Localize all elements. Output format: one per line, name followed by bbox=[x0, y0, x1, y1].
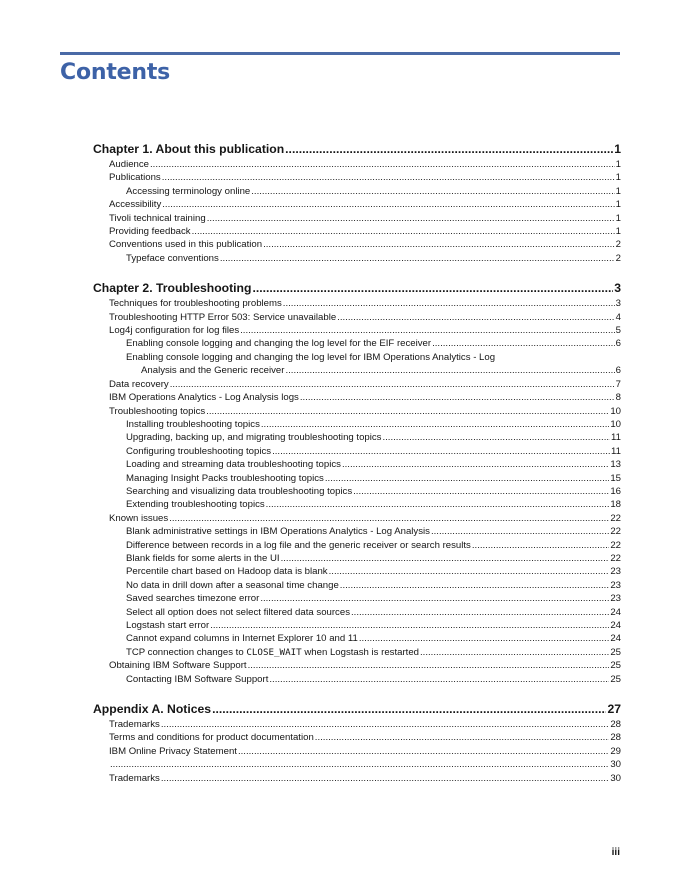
toc-entry[interactable] bbox=[93, 185, 621, 198]
dot-leader bbox=[329, 565, 610, 578]
toc-entry[interactable] bbox=[93, 405, 621, 418]
toc-entry-title: Trademarks bbox=[109, 719, 160, 731]
toc-entry[interactable] bbox=[93, 498, 621, 511]
toc-entry-page: 23 bbox=[610, 579, 621, 591]
dot-leader bbox=[342, 458, 609, 471]
toc-entry[interactable] bbox=[93, 525, 621, 538]
dot-leader bbox=[472, 539, 609, 552]
table-of-contents bbox=[93, 140, 621, 785]
toc-entry-title: Accessing terminology online bbox=[126, 185, 251, 197]
toc-entry-title: Installing troubleshooting topics bbox=[126, 418, 260, 430]
toc-entry-page: 22 bbox=[610, 512, 621, 524]
toc-entry[interactable] bbox=[93, 579, 621, 592]
toc-entry-title: Contacting IBM Software Support bbox=[126, 673, 269, 685]
toc-entry[interactable] bbox=[93, 745, 621, 758]
toc-entry[interactable] bbox=[93, 171, 621, 184]
toc-entry-page: 6 bbox=[615, 338, 621, 350]
toc-entry-page: 25 bbox=[610, 646, 621, 658]
dot-leader bbox=[266, 498, 610, 511]
dot-leader bbox=[283, 297, 615, 310]
toc-chapter-entry[interactable] bbox=[93, 279, 621, 297]
dot-leader bbox=[315, 731, 610, 744]
toc-entry-page: 23 bbox=[610, 593, 621, 605]
toc-entry[interactable] bbox=[93, 158, 621, 171]
toc-entry[interactable] bbox=[93, 592, 621, 605]
toc-entry-title: Difference between records in a log file and the generic receiver or search results bbox=[126, 539, 471, 551]
toc-entry[interactable] bbox=[93, 238, 621, 251]
dot-leader bbox=[206, 405, 609, 418]
toc-entry-page: 7 bbox=[615, 378, 621, 390]
toc-entry-page: 24 bbox=[610, 606, 621, 618]
dot-leader bbox=[150, 158, 615, 171]
toc-entry-page: 15 bbox=[610, 472, 621, 484]
toc-entry-page: 6 bbox=[615, 365, 621, 377]
toc-entry-title: Conventions used in this publication bbox=[109, 239, 263, 251]
toc-entry-title: Searching and visualizing data troubleshooting topics bbox=[126, 485, 353, 497]
dot-leader bbox=[281, 552, 610, 565]
toc-entry[interactable] bbox=[93, 445, 621, 458]
toc-entry-page: 18 bbox=[610, 499, 621, 511]
toc-entry[interactable] bbox=[93, 378, 621, 391]
toc-entry-page: 2 bbox=[615, 252, 621, 264]
toc-entry[interactable] bbox=[93, 364, 621, 377]
toc-entry-title: Providing feedback bbox=[109, 226, 191, 238]
toc-entry-title: Techniques for troubleshooting problems bbox=[109, 298, 282, 310]
toc-entry-page: 3 bbox=[614, 281, 621, 296]
toc-entry-title: Terms and conditions for product documentation bbox=[109, 732, 314, 744]
toc-entry-page: 29 bbox=[610, 745, 621, 757]
toc-entry-title: Blank fields for some alerts in the UI bbox=[126, 552, 280, 564]
toc-entry-title: Known issues bbox=[109, 512, 169, 524]
dot-leader bbox=[162, 198, 614, 211]
toc-entry-page: 23 bbox=[610, 566, 621, 578]
dot-leader bbox=[325, 472, 609, 485]
toc-entry[interactable] bbox=[93, 431, 621, 444]
toc-entry-title: IBM Online Privacy Statement bbox=[109, 745, 237, 757]
toc-entry-title: Accessibility bbox=[109, 199, 162, 211]
toc-entry-page: 22 bbox=[610, 526, 621, 538]
toc-entry-page: 11 bbox=[611, 432, 621, 444]
toc-entry-title: Log4j configuration for log files bbox=[109, 325, 240, 337]
dot-leader bbox=[261, 418, 609, 431]
dot-leader bbox=[162, 171, 615, 184]
toc-entry-page: 27 bbox=[607, 702, 621, 717]
toc-entry[interactable] bbox=[93, 225, 621, 238]
toc-entry-title bbox=[126, 646, 419, 659]
toc-entry[interactable] bbox=[93, 619, 621, 632]
toc-entry[interactable] bbox=[93, 418, 621, 431]
toc-entry-title: Cannot expand columns in Internet Explorer 10 and 11 bbox=[126, 633, 358, 645]
header-rule bbox=[60, 52, 620, 55]
dot-leader bbox=[210, 619, 609, 632]
toc-entry-page: 1 bbox=[614, 142, 621, 156]
toc-entry[interactable] bbox=[93, 772, 621, 785]
toc-entry-title: Select all option does not select filtered data sources bbox=[126, 606, 350, 618]
toc-entry-title: Trademarks bbox=[109, 772, 160, 784]
toc-entry-title: Configuring troubleshooting topics bbox=[126, 445, 272, 457]
dot-leader bbox=[285, 140, 613, 158]
toc-entry[interactable] bbox=[93, 311, 621, 324]
toc-entry-page: 1 bbox=[615, 159, 621, 170]
dot-leader bbox=[272, 445, 610, 458]
toc-entry[interactable] bbox=[93, 632, 621, 645]
dot-leader bbox=[161, 772, 610, 785]
toc-entry-page: 25 bbox=[610, 660, 621, 672]
toc-entry-page: 4 bbox=[615, 311, 621, 323]
dot-leader bbox=[240, 324, 615, 337]
toc-entry[interactable] bbox=[93, 485, 621, 498]
toc-entry-page: 24 bbox=[610, 620, 621, 631]
toc-entry[interactable] bbox=[93, 252, 621, 265]
toc-entry[interactable] bbox=[93, 565, 621, 578]
dot-leader bbox=[192, 225, 615, 238]
toc-entry-page: 1 bbox=[615, 226, 621, 238]
page-number: iii bbox=[611, 847, 620, 858]
dot-leader bbox=[420, 646, 609, 659]
dot-leader bbox=[340, 579, 610, 592]
toc-entry-page: 24 bbox=[610, 633, 621, 645]
toc-entry-page: 1 bbox=[615, 185, 621, 197]
code-literal: CLOSE_WAIT bbox=[246, 646, 302, 658]
toc-appendix-entry[interactable] bbox=[93, 700, 621, 718]
toc-entry-title: Appendix A. Notices bbox=[93, 702, 212, 717]
dot-leader bbox=[169, 512, 609, 525]
toc-entry-page: 30 bbox=[610, 759, 621, 771]
dot-leader bbox=[207, 212, 615, 225]
toc-entry[interactable] bbox=[93, 512, 621, 525]
toc-entry-title: Upgrading, backing up, and migrating troubleshooting topics bbox=[126, 432, 382, 444]
toc-entry[interactable] bbox=[93, 659, 621, 672]
toc-entry[interactable] bbox=[93, 297, 621, 310]
toc-chapter-entry[interactable] bbox=[93, 140, 621, 158]
toc-entry[interactable] bbox=[93, 731, 621, 744]
toc-entry-title: Managing Insight Packs troubleshooting topics bbox=[126, 472, 324, 484]
toc-entry-wrapped-line[interactable] bbox=[93, 351, 621, 364]
toc-entry-title: Chapter 2. Troubleshooting bbox=[93, 281, 252, 296]
toc-entry-page: 13 bbox=[610, 459, 621, 471]
toc-entry-page: 5 bbox=[615, 325, 621, 337]
toc-entry[interactable] bbox=[93, 458, 621, 471]
dot-leader bbox=[248, 659, 610, 672]
toc-entry-page: 1 bbox=[615, 199, 621, 211]
toc-entry-title: Troubleshooting HTTP Error 503: Service unavailable bbox=[109, 311, 337, 323]
dot-leader bbox=[300, 391, 615, 404]
dot-leader bbox=[351, 606, 609, 619]
toc-entry-title-head: TCP connection changes to bbox=[126, 646, 247, 658]
toc-entry[interactable] bbox=[93, 472, 621, 485]
toc-entry-title: Saved searches timezone error bbox=[126, 593, 260, 605]
toc-entry-title: Obtaining IBM Software Support bbox=[109, 660, 247, 672]
dot-leader bbox=[382, 431, 610, 444]
toc-entry-title: Extending troubleshooting topics bbox=[126, 499, 265, 511]
toc-entry-title-tail: when Logstash is restarted bbox=[301, 646, 420, 658]
dot-leader bbox=[269, 673, 609, 686]
toc-entry-title: Percentile chart based on Hadoop data is blank bbox=[126, 566, 328, 578]
toc-entry-title: Troubleshooting topics bbox=[109, 405, 206, 417]
dot-leader bbox=[285, 364, 614, 377]
toc-entry[interactable] bbox=[93, 552, 621, 565]
toc-entry-title: IBM Operations Analytics - Log Analysis logs bbox=[109, 392, 299, 404]
toc-entry-page: 10 bbox=[610, 405, 621, 417]
toc-entry-title: Loading and streaming data troubleshooting topics bbox=[126, 459, 341, 471]
toc-entry[interactable] bbox=[93, 606, 621, 619]
toc-entry-page: 25 bbox=[610, 673, 621, 685]
toc-entry-title: Enabling console logging and changing the log level for IBM Operations Analytics - Log bbox=[126, 351, 496, 363]
toc-entry-page: 22 bbox=[610, 552, 621, 564]
dot-leader bbox=[431, 525, 609, 538]
toc-entry-title: Publications bbox=[109, 172, 161, 184]
toc-entry-title: No data in drill down after a seasonal time change bbox=[126, 579, 339, 591]
dot-leader bbox=[212, 700, 606, 718]
toc-entry-page: 1 bbox=[615, 212, 621, 224]
toc-entry[interactable] bbox=[93, 718, 621, 731]
toc-entry-page: 22 bbox=[610, 539, 621, 551]
toc-entry[interactable] bbox=[93, 198, 621, 211]
toc-entry-title: Blank administrative settings in IBM Operations Analytics - Log Analysis bbox=[126, 526, 430, 538]
toc-entry-page: 28 bbox=[610, 732, 621, 744]
toc-entry[interactable] bbox=[93, 646, 621, 659]
dot-leader bbox=[337, 311, 614, 324]
dot-leader bbox=[359, 632, 610, 645]
dot-leader bbox=[432, 337, 615, 350]
toc-entry[interactable] bbox=[93, 539, 621, 552]
toc-entry[interactable] bbox=[93, 391, 621, 404]
dot-leader bbox=[252, 279, 613, 297]
dot-leader bbox=[263, 238, 615, 251]
dot-leader bbox=[170, 378, 615, 391]
toc-entry[interactable] bbox=[93, 673, 621, 686]
page-title: Contents bbox=[60, 60, 171, 85]
toc-entry-page: 11 bbox=[611, 445, 621, 457]
toc-entry-title-continued: Analysis and the Generic receiver bbox=[141, 365, 285, 377]
toc-entry-title: Audience bbox=[109, 159, 150, 170]
toc-entry-page: 8 bbox=[615, 392, 621, 404]
dot-leader bbox=[110, 758, 609, 771]
toc-entry-page: 10 bbox=[610, 418, 621, 430]
dot-leader bbox=[238, 745, 609, 758]
toc-entry-title: Tivoli technical training bbox=[109, 212, 206, 224]
toc-entry-page: 30 bbox=[610, 772, 621, 784]
toc-entry-title: Typeface conventions bbox=[126, 252, 219, 264]
toc-entry-page: 1 bbox=[615, 172, 621, 184]
toc-entry-title: Data recovery bbox=[109, 378, 169, 390]
toc-entry-page: 3 bbox=[615, 298, 621, 310]
toc-entry[interactable] bbox=[93, 212, 621, 225]
dot-leader bbox=[220, 252, 615, 265]
toc-entry-untitled[interactable] bbox=[93, 758, 621, 771]
toc-entry-title: Enabling console logging and changing the log level for the EIF receiver bbox=[126, 338, 432, 350]
toc-entry-page: 2 bbox=[615, 239, 621, 251]
toc-entry-title: Logstash start error bbox=[126, 620, 210, 631]
toc-entry[interactable] bbox=[93, 337, 621, 350]
dot-leader bbox=[161, 718, 610, 731]
dot-leader bbox=[260, 592, 609, 605]
dot-leader bbox=[251, 185, 614, 198]
toc-entry-page: 16 bbox=[610, 485, 621, 497]
toc-entry-page: 28 bbox=[610, 719, 621, 731]
toc-entry[interactable] bbox=[93, 324, 621, 337]
dot-leader bbox=[353, 485, 609, 498]
toc-entry-title: Chapter 1. About this publication bbox=[93, 142, 285, 156]
